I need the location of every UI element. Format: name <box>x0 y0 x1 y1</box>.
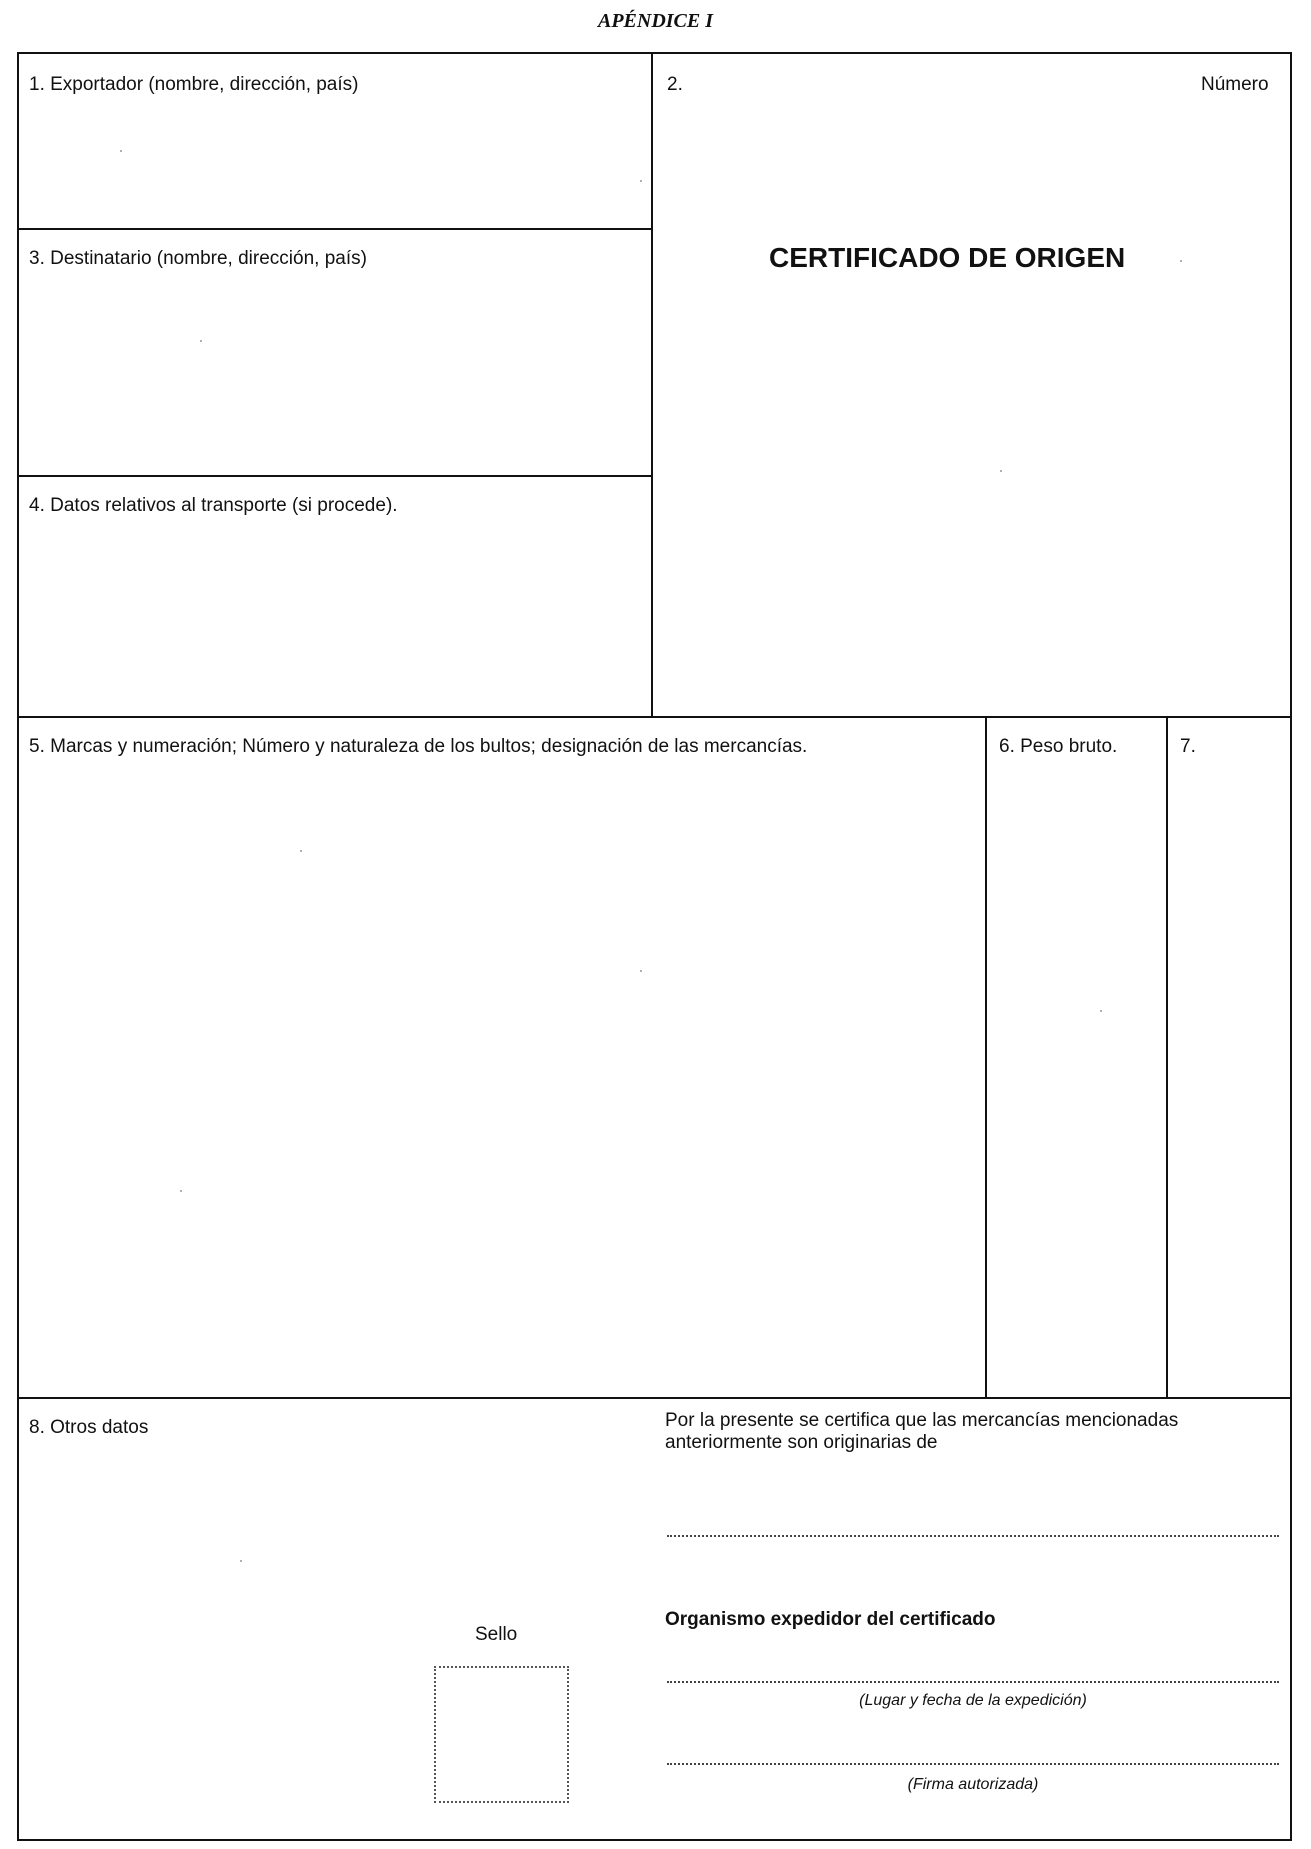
box4-transport-field[interactable] <box>21 526 649 712</box>
box2-label: 2. <box>667 74 683 95</box>
signature-line[interactable] <box>667 1763 1279 1765</box>
box5-goods-label: 5. Marcas y numeración; Número y naturaleza de los bultos; designación de las mercancías. <box>29 736 808 757</box>
origin-country-line[interactable] <box>667 1535 1279 1537</box>
scan-speck <box>1100 1010 1102 1012</box>
scan-speck <box>240 1560 242 1562</box>
scan-speck <box>1000 470 1002 472</box>
signature-caption: (Firma autorizada) <box>907 1776 1039 1793</box>
box7-label: 7. <box>1180 736 1196 757</box>
scan-speck <box>1180 260 1182 262</box>
certification-statement-line1: Por la presente se certifica que las mercancías mencionadas <box>665 1410 1179 1431</box>
box1-exporter-field[interactable] <box>21 104 649 224</box>
box1-exporter-label: 1. Exportador (nombre, dirección, país) <box>29 74 359 95</box>
stamp-label: Sello <box>475 1624 518 1645</box>
place-date-line[interactable] <box>667 1681 1279 1683</box>
divider-box5-box6 <box>985 716 987 1399</box>
appendix-title: APÉNDICE I <box>597 10 714 32</box>
divider-box1-box3 <box>19 228 653 230</box>
box3-consignee-label: 3. Destinatario (nombre, dirección, país) <box>29 248 367 269</box>
certificate-form <box>17 52 1292 1841</box>
box2-number-field[interactable] <box>659 104 1284 234</box>
box8-other-data-label: 8. Otros datos <box>29 1417 149 1438</box>
box4-transport-label: 4. Datos relativos al transporte (si procede). <box>29 495 398 516</box>
stamp-box[interactable] <box>434 1666 569 1803</box>
certificate-title: CERTIFICADO DE ORIGEN <box>769 242 1126 273</box>
divider-middle-bottom <box>19 1397 1290 1399</box>
box3-consignee-field[interactable] <box>21 278 649 470</box>
box6-gross-weight-field[interactable] <box>989 766 1163 1394</box>
scan-speck <box>300 850 302 852</box>
box2-number-label: Número <box>1201 74 1269 95</box>
issuing-body-label: Organismo expedidor del certificado <box>665 1609 996 1630</box>
box8-other-data-field[interactable] <box>21 1447 441 1647</box>
divider-left-right-top <box>651 54 653 718</box>
certification-statement-line2: anteriormente son originarias de <box>665 1432 938 1453</box>
divider-top-middle <box>19 716 1290 718</box>
place-date-caption: (Lugar y fecha de la expedición) <box>859 1692 1087 1709</box>
box5-goods-field[interactable] <box>21 766 983 1394</box>
divider-box3-box4 <box>19 475 653 477</box>
scan-speck <box>200 340 202 342</box>
box7-field[interactable] <box>1170 766 1288 1394</box>
scan-speck <box>180 1190 182 1192</box>
scan-speck <box>640 970 642 972</box>
divider-box6-box7 <box>1166 716 1168 1399</box>
box6-gross-weight-label: 6. Peso bruto. <box>999 736 1118 757</box>
scan-speck <box>640 180 642 182</box>
scan-speck <box>120 150 122 152</box>
